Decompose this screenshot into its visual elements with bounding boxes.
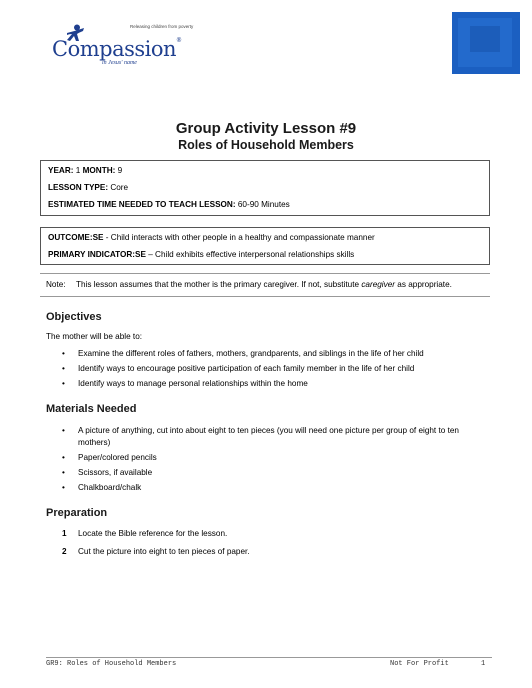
footer-page-number: 1 [481,660,486,668]
note-label: Note: [46,280,66,289]
list-item: 2 Cut the picture into eight to ten pieces of paper. [62,546,250,556]
lesson-info-box [40,160,490,216]
list-item: • A picture of anything, cut into about eight to ten pieces (you will need one picture per group of eight to ten mothers) [62,426,459,447]
list-item: 1 Locate the Bible reference for the lesson. [62,529,228,538]
footer-rule [46,657,492,658]
list-item: • Identify ways to manage personal relationships within the home [62,379,308,388]
estimated-time-line: ESTIMATED TIME NEEDED TO TEACH LESSON: 60-90 Minutes [48,200,290,209]
logo-wordmark: Compassion® [52,37,182,61]
primary-indicator-line: PRIMARY INDICATOR:SE – Child exhibits effective interpersonal relationships skills [48,250,355,259]
compassion-logo [52,24,194,70]
list-item: • Identify ways to encourage positive participation of each family member in the life of her child [62,364,415,373]
lesson-type-line: LESSON TYPE: Core [48,183,129,192]
preparation-list [62,528,492,561]
list-item: • Scissors, if available [62,467,153,477]
lesson-title: Group Activity Lesson #9 [175,120,357,137]
lesson-subtitle: Roles of Household Members [178,138,354,152]
bullet-icon: • [62,452,65,462]
note: Note: This lesson assumes that the mother is the primary caregiver. If not, substitute caregiver as appropriate. [46,280,452,289]
materials-list [62,425,492,497]
bullet-icon: • [62,364,65,373]
bullet-icon: • [62,426,65,435]
preparation-heading: Preparation [46,507,108,519]
logo-tagline: Releasing children from poverty [130,24,194,29]
objectives-list [62,348,492,393]
bullet-icon: • [62,467,65,477]
note-top-rule [40,273,490,274]
note-bottom-rule [40,296,490,297]
list-item: • Paper/colored pencils [62,452,157,462]
outcome-box [40,227,490,265]
outcome-line: OUTCOME:SE - Child interacts with other people in a healthy and compassionate manner [48,233,375,242]
bullet-icon: • [62,349,65,358]
logo-subtitle: in Jesus' name [102,60,137,66]
decorative-blue-block [452,12,520,74]
list-item: • Chalkboard/chalk [62,482,142,492]
footer-doc-title: GR9: Roles of Household Members [46,660,177,668]
year-month-line: YEAR: 1 MONTH: 9 [48,166,123,175]
bullet-icon: • [62,482,65,492]
footer-not-for-profit: Not For Profit [390,660,449,668]
bullet-icon: • [62,379,65,388]
objectives-heading: Objectives [46,311,102,323]
objectives-intro: The mother will be able to: [46,332,143,341]
list-item: • Examine the different roles of fathers, mothers, grandparents, and siblings in the life of her child [62,349,424,358]
materials-heading: Materials Needed [46,403,137,415]
